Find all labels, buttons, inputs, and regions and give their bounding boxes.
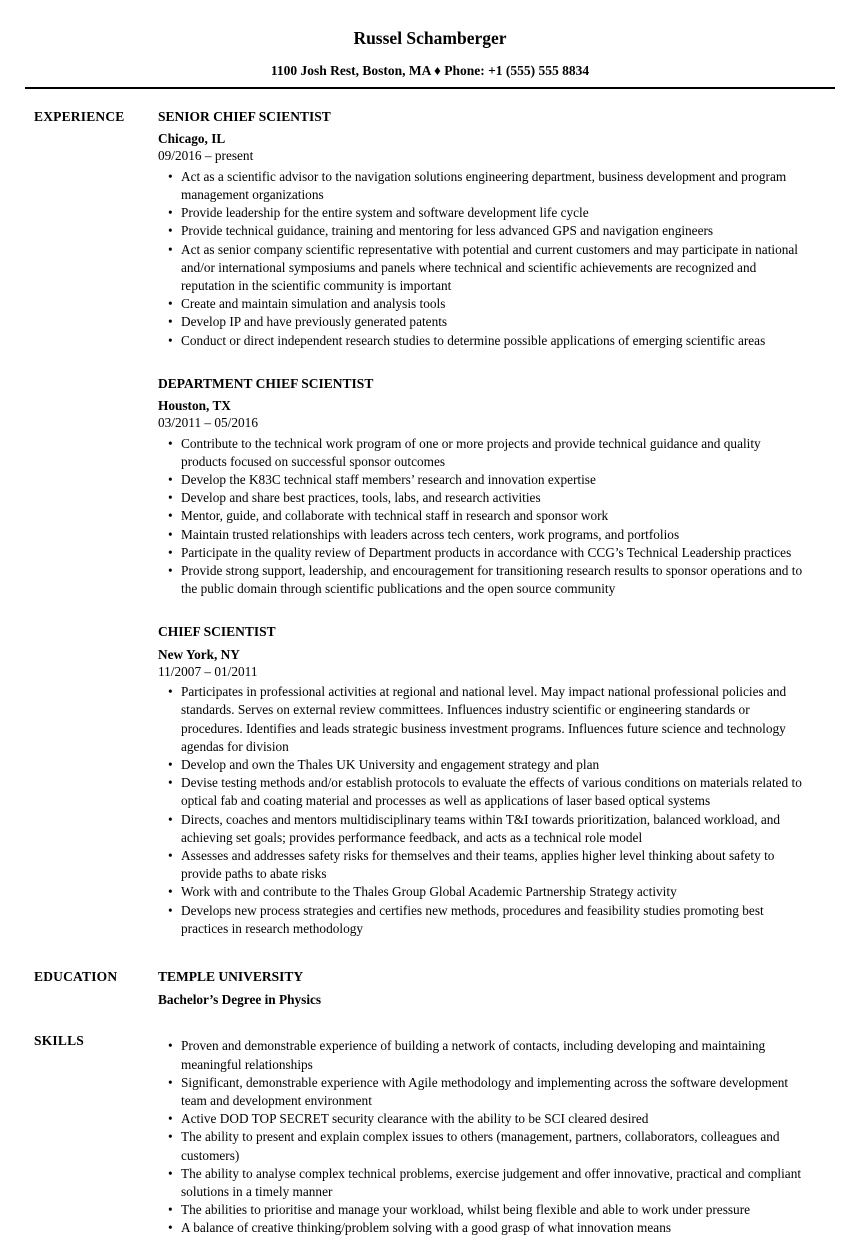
bullet-item: • Provide technical guidance, training and mentoring for less advanced GPS and navigation engineers <box>168 222 808 240</box>
header-divider <box>25 87 835 89</box>
section-label-experience: EXPERIENCE <box>34 109 125 124</box>
resume-name: Russel Schamberger <box>353 28 507 48</box>
job-bullet-list <box>158 168 808 350</box>
bullet-item: • The ability to present and explain complex issues to others (management, partners, collaborators, colleagues and customers) <box>168 1128 808 1164</box>
bullet-item: • Significant, demonstrable experience with Agile methodology and implementing across the software development team and development environment <box>168 1074 808 1110</box>
bullet-item: • The ability to analyse complex technical problems, exercise judgement and offer innovative, practical and compliant solutions in a timely manner <box>168 1165 808 1201</box>
bullet-item: • Work with and contribute to the Thales Group Global Academic Partnership Strategy activity <box>168 883 808 901</box>
job-entry-senior-chief-scientist <box>158 109 808 350</box>
job-title: CHIEF SCIENTIST <box>158 624 276 640</box>
bullet-item: • Create and maintain simulation and analysis tools <box>168 295 808 313</box>
bullet-item: • Devise testing methods and/or establish protocols to evaluate the effects of various conditions on materials related to optical fab and coating material and processes as well as applications of laser based optical systems <box>168 774 808 810</box>
skills-content <box>158 1033 835 1237</box>
bullet-item: • Act as a scientific advisor to the navigation solutions engineering department, business development and program management organizations <box>168 168 808 204</box>
section-education <box>25 969 835 1007</box>
job-location: New York, NY <box>158 646 240 662</box>
job-bullet-list <box>158 435 808 599</box>
job-dates: 11/2007 – 01/2011 <box>158 663 258 679</box>
bullet-item: • Develop the K83C technical staff members’ research and innovation expertise <box>168 471 808 489</box>
bullet-item: • Participates in professional activities at regional and national level. May impact national professional policies and standards. Serves on external review committees. Influences industry scientific or engineering standards or procedures. Identifies and leads strategic business investment programs. Influences future science and technology agendas for division <box>168 683 808 756</box>
job-title: DEPARTMENT CHIEF SCIENTIST <box>158 375 374 391</box>
bullet-item: • Develop and share best practices, tools, labs, and research activities <box>168 489 808 507</box>
education-degree: Bachelor’s Degree in Physics <box>158 992 322 1008</box>
bullet-item: • Maintain trusted relationships with leaders across tech centers, work programs, and portfolios <box>168 526 808 544</box>
bullet-item: • Provide strong support, leadership, and encouragement for transitioning research results to sponsor operations and to the public domain through scientific publications and the open source community <box>168 562 808 598</box>
bullet-item: • Develop and own the Thales UK University and engagement strategy and plan <box>168 756 808 774</box>
bullet-item: • Contribute to the technical work program of one or more projects and provide technical guidance and quality products focused on successful sponsor outcomes <box>168 435 808 471</box>
bullet-item: • Proven and demonstrable experience of building a network of contacts, including developing and maintaining meaningful relationships <box>168 1037 808 1073</box>
job-dates: 03/2011 – 05/2016 <box>158 415 258 431</box>
bullet-item: • Participate in the quality review of Department products in accordance with CCG’s Technical Leadership practices <box>168 544 808 562</box>
job-location: Chicago, IL <box>158 131 226 147</box>
experience-content <box>158 109 835 938</box>
bullet-item: • Act as senior company scientific representative with potential and current customers and may participate in national and/or international symposiums and panels where technical and scientific achievements are recognized and reputation in the scientific community is important <box>168 241 808 296</box>
resume-header <box>25 28 835 79</box>
section-skills <box>25 1033 835 1237</box>
section-label-education: EDUCATION <box>34 968 118 984</box>
bullet-item: • Mentor, guide, and collaborate with technical staff in research and sponsor work <box>168 507 808 525</box>
section-label-skills: SKILLS <box>34 1033 84 1049</box>
job-title: SENIOR CHIEF SCIENTIST <box>158 109 331 124</box>
job-entry-chief-scientist <box>158 624 808 938</box>
skills-bullet-list <box>158 1037 808 1237</box>
bullet-item: • Conduct or direct independent research studies to determine possible applications of emerging scientific areas <box>168 332 808 350</box>
bullet-item: • Provide leadership for the entire system and software development life cycle <box>168 204 808 222</box>
bullet-item: • Develops new process strategies and certifies new methods, procedures and feasibility studies promoting best practices in research methodology <box>168 902 808 938</box>
job-entry-department-chief-scientist <box>158 376 808 599</box>
education-content <box>158 969 835 1007</box>
bullet-item: • Develop IP and have previously generated patents <box>168 313 808 331</box>
job-location: Houston, TX <box>158 397 231 413</box>
bullet-item: • Assesses and addresses safety risks for themselves and their teams, applies higher level thinking about safety to provide paths to abate risks <box>168 847 808 883</box>
job-bullet-list <box>158 683 808 938</box>
job-dates: 09/2016 – present <box>158 148 254 164</box>
bullet-item: • A balance of creative thinking/problem solving with a good grasp of what innovation means <box>168 1219 808 1237</box>
bullet-item: • Directs, coaches and mentors multidisciplinary teams within T&I towards prioritization, balanced workload, and achieving set goals; provides performance feedback, and acts as a technical role model <box>168 811 808 847</box>
section-experience <box>25 109 835 938</box>
education-school: TEMPLE UNIVERSITY <box>158 968 304 984</box>
bullet-item: • The abilities to prioritise and manage your workload, whilst being flexible and able to work under pressure <box>168 1201 808 1219</box>
bullet-item: • Active DOD TOP SECRET security clearance with the ability to be SCI cleared desired <box>168 1110 808 1128</box>
contact-line: 1100 Josh Rest, Boston, MA ♦ Phone: +1 (555) 555 8834 <box>270 63 590 78</box>
